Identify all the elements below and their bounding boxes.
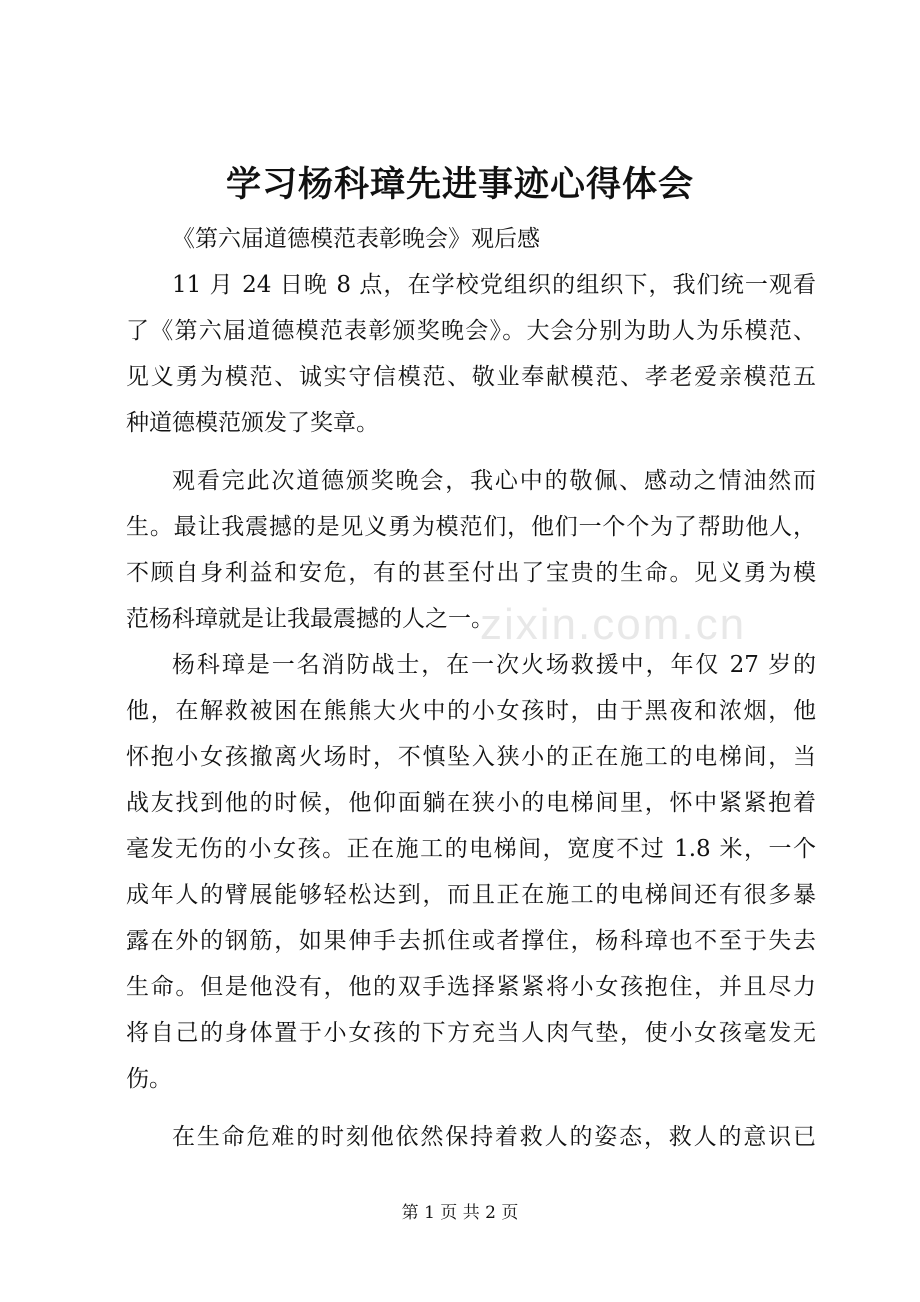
paragraph-line: 了《第六届道德模范表彰颁奖晚会》。大会分别为助人为乐模范、 [126, 318, 816, 344]
paragraph-line: 种道德模范颁发了奖章。 [126, 410, 379, 436]
document-title: 学习杨科璋先进事迹心得体会 [225, 164, 694, 205]
paragraph-line: 他，在解救被困在熊熊大火中的小女孩时，由于黑夜和浓烟，他 [126, 698, 816, 724]
paragraph-line: 观看完此次道德颁奖晚会，我心中的敬佩、感动之情油然而 [172, 468, 816, 494]
paragraph-line: 在生命危难的时刻他依然保持着救人的姿态，救人的意识已 [172, 1124, 816, 1150]
paragraph-line: 战友找到他的时候，他仰面躺在狭小的电梯间里，怀中紧紧抱着 [126, 790, 816, 816]
paragraph-line: 露在外的钢筋，如果伸手去抓住或者撑住，杨科璋也不至于失去 [126, 928, 816, 954]
paragraph-line: 毫发无伤的小女孩。正在施工的电梯间，宽度不过 1.8 米，一个 [126, 836, 816, 862]
paragraph-line: 怀抱小女孩撤离火场时，不慎坠入狭小的正在施工的电梯间，当 [126, 744, 816, 770]
paragraph-line: 杨科璋是一名消防战士，在一次火场救援中，年仅 27 岁的 [172, 652, 816, 678]
paragraph-line: 范杨科璋就是让我最震撼的人之一。 [126, 606, 494, 632]
paragraph-line: 生命。但是他没有，他的双手选择紧紧将小女孩抱住，并且尽力 [126, 974, 816, 1000]
page-footer: 第 1 页 共 2 页 [401, 1203, 519, 1223]
watermark: zixin.com.cn [480, 600, 747, 649]
paragraph-line: 见义勇为模范、诚实守信模范、敬业奉献模范、孝老爱亲模范五 [126, 364, 816, 390]
paragraph-line: 成年人的臂展能够轻松达到，而且正在施工的电梯间还有很多暴 [126, 882, 816, 908]
document-body [126, 216, 816, 1160]
paragraph-line: 将自己的身体置于小女孩的下方充当人肉气垫，使小女孩毫发无 [126, 1020, 816, 1046]
paragraph-line: 生。最让我震撼的是见义勇为模范们，他们一个个为了帮助他人， [126, 514, 816, 540]
subtitle-line: 《第六届道德模范表彰晚会》观后感 [172, 226, 540, 252]
paragraph-line: 伤。 [126, 1066, 172, 1092]
paragraph-line: 不顾自身利益和安危，有的甚至付出了宝贵的生命。见义勇为模 [126, 560, 816, 586]
paragraph-line: 11 月 24 日晚 8 点，在学校党组织的组织下，我们统一观看 [172, 272, 816, 298]
